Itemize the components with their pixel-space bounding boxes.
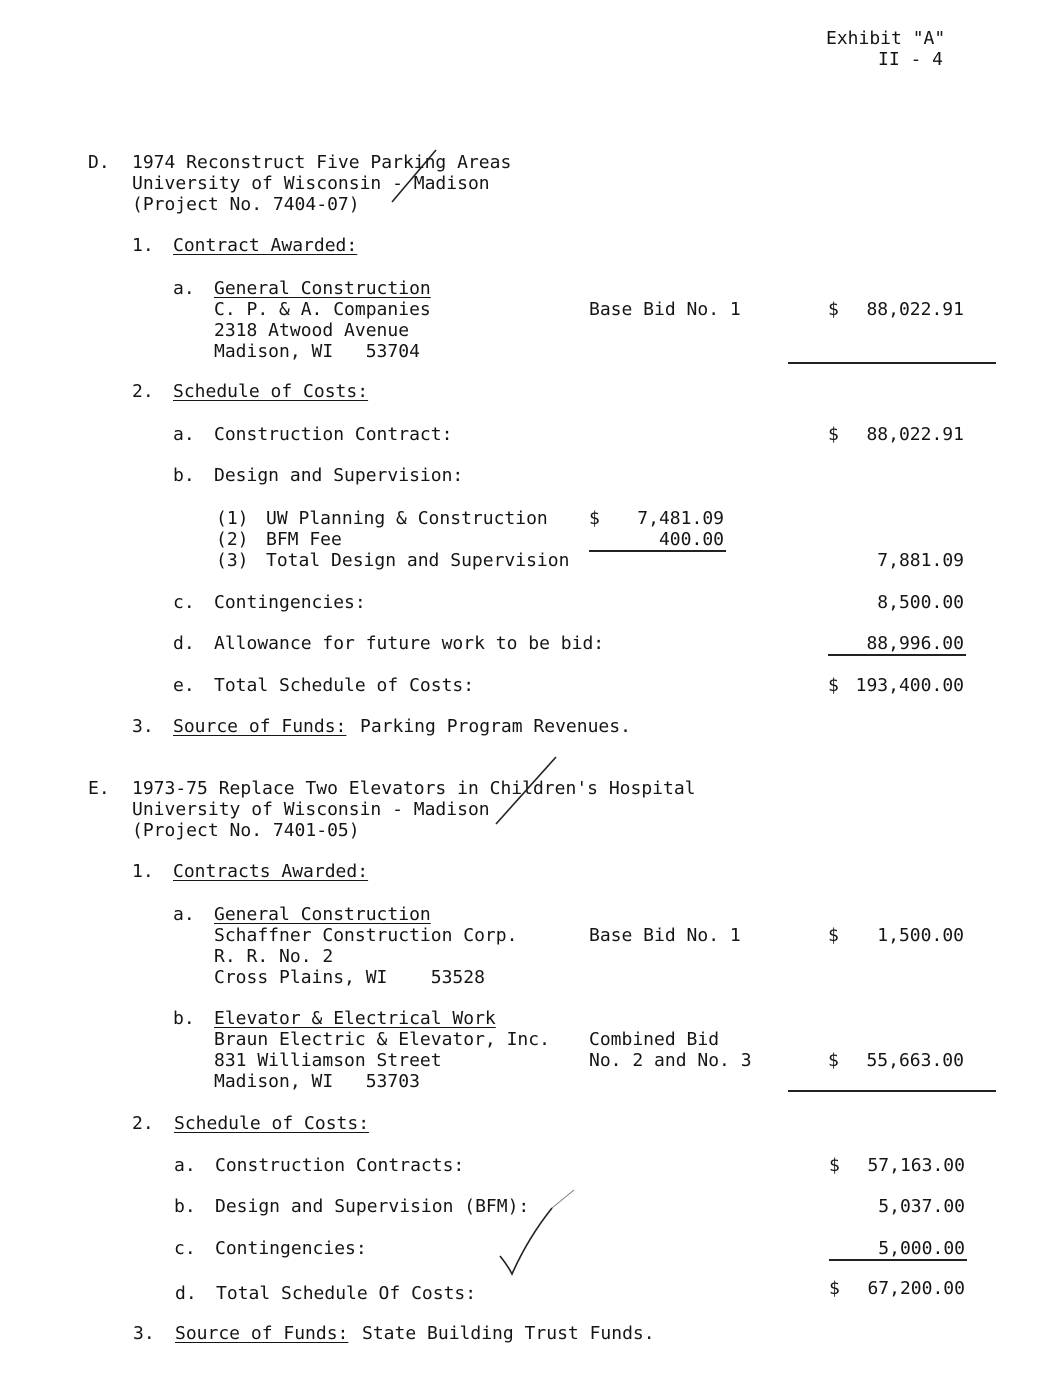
contractor-name: C. P. & A. Companies <box>214 299 431 320</box>
contractor-name: Braun Electric & Elevator, Inc. <box>214 1029 550 1050</box>
entry-letter: a. <box>173 278 195 299</box>
contracts-awarded-heading: Contracts Awarded: <box>173 861 369 882</box>
source-of-funds-value: Parking Program Revenues. <box>360 716 631 737</box>
sub-amount: 7,481.09 <box>637 508 724 529</box>
bid-label: Base Bid No. 1 <box>589 299 741 320</box>
sub-number: (2) <box>216 529 249 550</box>
checkmark-icon <box>500 1208 552 1274</box>
sub-label: Total Design and Supervision <box>266 550 570 571</box>
contractor-city: Madison, WI 53704 <box>214 341 420 362</box>
bid-label-line2: No. 2 and No. 3 <box>589 1050 752 1071</box>
sub-number: (3) <box>216 550 249 571</box>
item-number: 3. <box>133 1323 155 1344</box>
row-letter: a. <box>174 1155 196 1176</box>
row-letter: c. <box>174 1238 196 1259</box>
row-amount: 5,000.00 <box>878 1238 965 1259</box>
bid-label: Combined Bid <box>589 1029 720 1050</box>
row-amount: 57,163.00 <box>867 1155 965 1176</box>
row-amount: 8,500.00 <box>877 592 964 613</box>
contract-category: General Construction <box>214 278 431 299</box>
bid-label: Base Bid No. 1 <box>589 925 741 946</box>
contractor-address: 2318 Atwood Avenue <box>214 320 410 341</box>
sub-label: UW Planning & Construction <box>266 508 548 529</box>
schedule-heading: Schedule of Costs: <box>174 1113 370 1134</box>
project-number: (Project No. 7404-07) <box>132 194 360 215</box>
row-amount: 67,200.00 <box>867 1278 965 1299</box>
item-number: 1. <box>132 235 154 256</box>
currency-sign: $ <box>828 424 839 445</box>
currency-sign: $ <box>828 675 839 696</box>
contractor-city: Cross Plains, WI 53528 <box>214 967 485 988</box>
row-label: Allowance for future work to be bid: <box>214 633 605 654</box>
contractor-name: Schaffner Construction Corp. <box>214 925 518 946</box>
row-letter: a. <box>173 424 195 445</box>
currency-sign: $ <box>828 925 839 946</box>
source-of-funds-heading: Source of Funds: <box>175 1323 349 1344</box>
row-amount: 193,400.00 <box>855 675 964 696</box>
bid-amount: 88,022.91 <box>866 299 964 320</box>
row-amount: 5,037.00 <box>878 1196 965 1217</box>
row-label: Design and Supervision: <box>214 465 464 486</box>
contract-awarded-heading: Contract Awarded: <box>173 235 358 256</box>
entry-letter: a. <box>173 904 195 925</box>
project-title: 1973-75 Replace Two Elevators in Children's Hospital <box>132 778 696 799</box>
currency-sign: $ <box>828 299 839 320</box>
contract-category: Elevator & Electrical Work <box>214 1008 496 1029</box>
bid-amount: 1,500.00 <box>877 925 964 946</box>
contractor-address: 831 Williamson Street <box>214 1050 442 1071</box>
row-label: Design and Supervision (BFM): <box>215 1196 530 1217</box>
source-of-funds-heading: Source of Funds: <box>173 716 347 737</box>
item-number: 2. <box>132 1113 154 1134</box>
currency-sign: $ <box>829 1278 840 1299</box>
row-letter: b. <box>174 1196 196 1217</box>
currency-sign: $ <box>589 508 600 529</box>
source-of-funds-value: State Building Trust Funds. <box>362 1323 655 1344</box>
row-amount: 7,881.09 <box>877 550 964 571</box>
bid-amount: 55,663.00 <box>866 1050 964 1071</box>
row-amount: 88,022.91 <box>866 424 964 445</box>
row-letter: d. <box>175 1283 197 1304</box>
row-letter: d. <box>173 633 195 654</box>
exhibit-label: Exhibit "A" <box>826 28 946 49</box>
contract-category: General Construction <box>214 904 431 925</box>
schedule-heading: Schedule of Costs: <box>173 381 369 402</box>
sub-number: (1) <box>216 508 249 529</box>
contractor-city: Madison, WI 53703 <box>214 1071 420 1092</box>
sub-amount: 400.00 <box>658 529 724 550</box>
row-letter: e. <box>173 675 195 696</box>
page-number: II - 4 <box>878 49 944 70</box>
row-label: Total Schedule of Costs: <box>214 675 475 696</box>
row-label: Construction Contract: <box>214 424 453 445</box>
row-letter: c. <box>173 592 195 613</box>
row-label: Construction Contracts: <box>215 1155 465 1176</box>
item-number: 3. <box>132 716 154 737</box>
contractor-address: R. R. No. 2 <box>214 946 334 967</box>
currency-sign: $ <box>828 1050 839 1071</box>
project-institution: University of Wisconsin - Madison <box>132 173 490 194</box>
section-letter: D. <box>88 152 110 173</box>
check-stroke-e <box>496 757 556 824</box>
row-label: Total Schedule Of Costs: <box>216 1283 477 1304</box>
check-tail <box>552 1190 574 1208</box>
section-letter: E. <box>88 778 110 799</box>
project-institution: University of Wisconsin - Madison <box>132 799 490 820</box>
item-number: 1. <box>132 861 154 882</box>
project-number: (Project No. 7401-05) <box>132 820 360 841</box>
row-amount: 88,996.00 <box>866 633 964 654</box>
project-title: 1974 Reconstruct Five Parking Areas <box>132 152 512 173</box>
row-label: Contingencies: <box>214 592 366 613</box>
row-label: Contingencies: <box>215 1238 367 1259</box>
check-stroke-d <box>392 150 436 202</box>
sub-label: BFM Fee <box>266 529 342 550</box>
item-number: 2. <box>132 381 154 402</box>
currency-sign: $ <box>829 1155 840 1176</box>
row-letter: b. <box>173 465 195 486</box>
entry-letter: b. <box>173 1008 195 1029</box>
